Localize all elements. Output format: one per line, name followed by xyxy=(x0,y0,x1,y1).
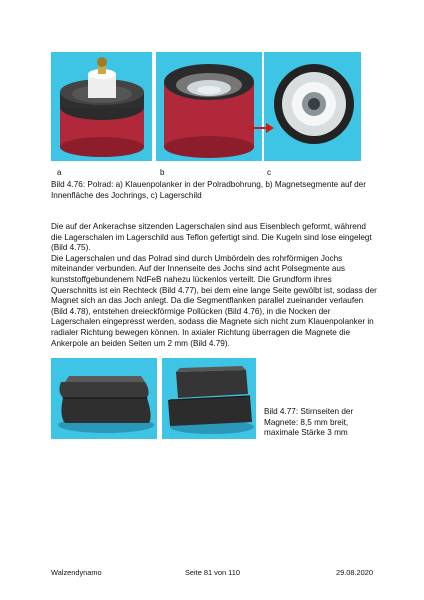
paragraph-1: Die auf der Ankerachse sitzenden Lagerschalen sind aus Eisenblech geformt, während die Lagerschalen im Lagerschild aus Teflon gefertigt sind. Die Kugeln sind lose eingelegt (Bild 4.75). xyxy=(51,222,372,253)
figure-477-caption: Bild 4.77: Stirnseiten der Magnete: 8,5 mm breit, maximale Stärke 3 mm xyxy=(264,407,354,438)
paragraph-2: Die Lagerschalen und das Polrad sind durch Umbördeln des rohrförmigen Jochs miteinander verbunden. Auf der Innenseite des Jochs sind acht Polsegmente aus kunststoffgebundenem NdFeB nahezu lückenlos verteilt. Die Grundform ihres Querschnitts ist ein Rechteck (Bild 4.77), bei dem eine lange Seite gewölbt ist, sodass der Magnet sich an das Joch anlegt. Da die Segmentflanken parallel zueinander verlaufen (Bild 4.78), entstehen dreieckförmige Pollücken (Bild 4.76), in die Nocken der Lagerschalen eingepresst werden, sodass die Magnete sich nicht zum Klauenpolanker in radialer Richtung bewegen können. In axialer Richtung überragen die Magnete die Ankerpole an beiden Seiten um 2 mm (Bild 4.79). xyxy=(51,253,377,348)
footer-right: 29.08.2020 xyxy=(336,568,373,577)
photo-magnet-right xyxy=(162,358,256,439)
arrow-icon xyxy=(248,122,274,134)
photo-b-magnet-segments xyxy=(156,52,262,161)
figure-label-b: b xyxy=(160,168,165,177)
footer-left: Walzendynamo xyxy=(51,568,102,577)
photo-c-bearing-shield xyxy=(264,52,361,161)
footer-center: Seite 81 von 110 xyxy=(185,568,240,577)
figure-476-caption: Bild 4.76: Polrad: a) Klauenpolanker in der Polradbohrung, b) Magnetsegmente auf der Innenfläche des Jochrings, c) Lagerschild xyxy=(51,180,366,200)
photo-a-claw-pole-armature xyxy=(51,52,152,161)
figure-label-a: a xyxy=(57,168,62,177)
photo-magnet-left xyxy=(51,358,157,439)
figure-label-c: c xyxy=(267,168,271,177)
body-text xyxy=(51,222,379,349)
